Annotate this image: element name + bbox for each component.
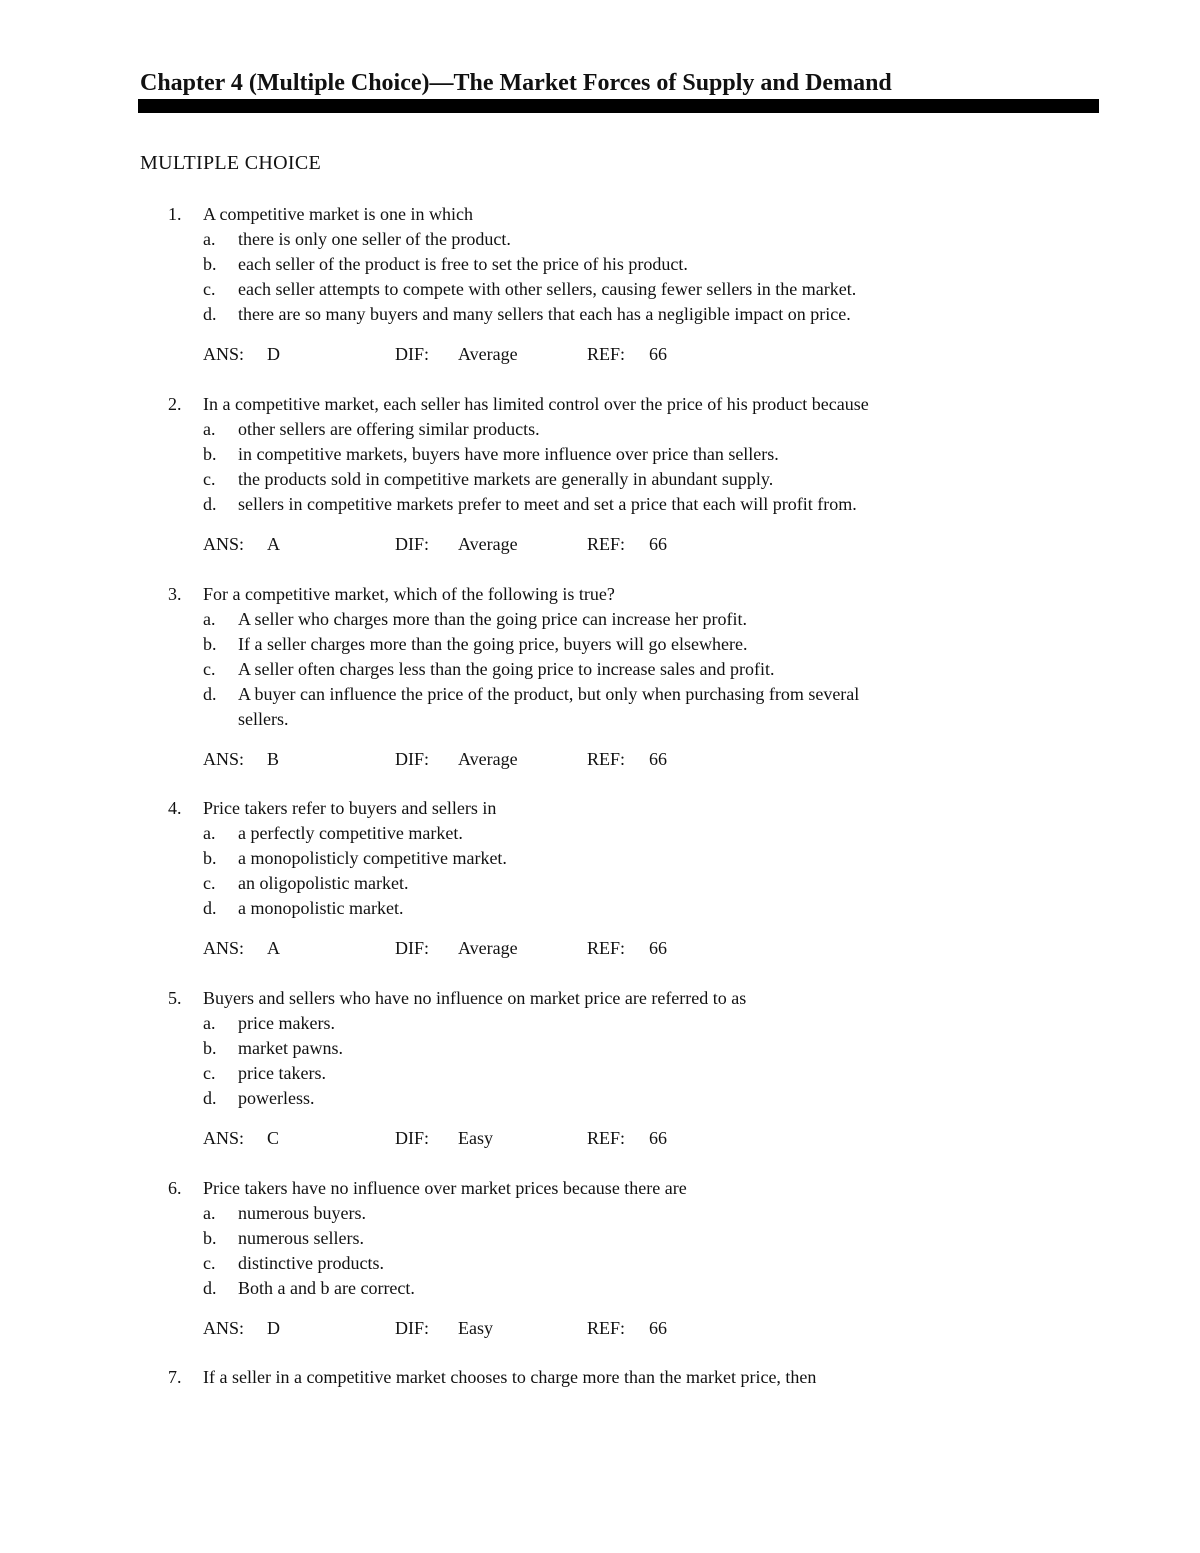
option-c: c. price takers. [140,1061,1040,1086]
question-stem: If a seller in a competitive market chooses to charge more than the market price, then [203,1367,817,1387]
ans-value: C [267,1128,280,1148]
option-text: other sellers are offering similar products. [238,419,540,439]
chapter-title: Chapter 4 (Multiple Choice)—The Market Forces of Supply and Demand [140,70,892,96]
question-number: 4. [168,798,182,818]
option-text: A buyer can influence the price of the product, but only when purchasing from several [238,684,860,704]
ref-value: 66 [649,938,667,958]
question-stem: Price takers have no influence over market prices because there are [203,1178,687,1198]
option-a: a. price makers. [140,1011,1040,1036]
option-c: c. the products sold in competitive markets are generally in abundant supply. [140,467,1040,492]
ans-value: A [267,534,280,554]
dif-label: DIF: [395,344,430,364]
ref-label: REF: [587,344,626,364]
option-text: price makers. [238,1013,335,1033]
dif-label: DIF: [395,749,430,769]
dif-label: DIF: [395,1128,430,1148]
ans-value: A [267,938,280,958]
ans-label: ANS: [203,1318,245,1338]
question-number: 5. [168,988,182,1008]
option-text: sellers in competitive markets prefer to meet and set a price that each will profit from. [238,494,857,514]
question-stem: A competitive market is one in which [203,204,473,224]
option-text: If a seller charges more than the going price, buyers will go elsewhere. [238,634,748,654]
option-text: there are so many buyers and many sellers that each has a negligible impact on price. [238,304,851,324]
answer-row [140,1316,1040,1341]
option-text: numerous buyers. [238,1203,366,1223]
question-4 [140,796,1040,961]
question-number: 6. [168,1178,182,1198]
question-1 [140,202,1040,367]
ans-label: ANS: [203,938,245,958]
ans-label: ANS: [203,749,245,769]
ref-value: 66 [649,749,667,769]
option-text: in competitive markets, buyers have more influence over price than sellers. [238,444,779,464]
dif-value: Average [458,938,518,958]
option-d: d. A buyer can influence the price of the product, but only when purchasing from several [140,682,1040,707]
dif-value: Average [458,344,518,364]
question-2 [140,392,1040,557]
option-a: a. A seller who charges more than the going price can increase her profit. [140,607,1040,632]
ref-value: 66 [649,534,667,554]
option-d: d. there are so many buyers and many sellers that each has a negligible impact on price. [140,302,1040,327]
option-b: b. in competitive markets, buyers have more influence over price than sellers. [140,442,1040,467]
dif-label: DIF: [395,1318,430,1338]
answer-row [140,1126,1040,1151]
option-d: d. powerless. [140,1086,1040,1111]
ref-label: REF: [587,1128,626,1148]
answer-row [140,936,1040,961]
option-d: d. a monopolistic market. [140,896,1040,921]
option-text: price takers. [238,1063,326,1083]
option-text: an oligopolistic market. [238,873,409,893]
ref-label: REF: [587,534,626,554]
question-3 [140,582,1040,772]
option-c: c. an oligopolistic market. [140,871,1040,896]
dif-value: Easy [458,1318,493,1338]
option-text: distinctive products. [238,1253,384,1273]
question-7 [140,1365,1040,1390]
dif-value: Easy [458,1128,493,1148]
question-stem: Buyers and sellers who have no influence on market price are referred to as [203,988,747,1008]
question-number: 2. [168,394,182,414]
answer-row [140,342,1040,367]
section-heading: MULTIPLE CHOICE [140,152,321,174]
option-d: d. Both a and b are correct. [140,1276,1040,1301]
ref-value: 66 [649,344,667,364]
dif-label: DIF: [395,534,430,554]
dif-value: Average [458,749,518,769]
ref-label: REF: [587,749,626,769]
option-text: Both a and b are correct. [238,1278,415,1298]
ref-label: REF: [587,938,626,958]
option-b: b. each seller of the product is free to set the price of his product. [140,252,1040,277]
option-d-continued [140,707,1040,732]
ans-value: B [267,749,280,769]
option-c: c. each seller attempts to compete with other sellers, causing fewer sellers in the market. [140,277,1040,302]
option-text: a perfectly competitive market. [238,823,463,843]
ans-value: D [267,1318,280,1338]
option-text: A seller who charges more than the going price can increase her profit. [238,609,747,629]
ref-label: REF: [587,1318,626,1338]
question-stem: Price takers refer to buyers and sellers in [203,798,497,818]
dif-value: Average [458,534,518,554]
question-number: 3. [168,584,182,604]
question-5 [140,986,1040,1151]
option-b: b. a monopolisticly competitive market. [140,846,1040,871]
ans-value: D [267,344,280,364]
option-a: a. there is only one seller of the product. [140,227,1040,252]
option-b: b. If a seller charges more than the going price, buyers will go elsewhere. [140,632,1040,657]
option-d: d. sellers in competitive markets prefer to meet and set a price that each will profit from. [140,492,1040,517]
ref-value: 66 [649,1318,667,1338]
question-6 [140,1176,1040,1341]
option-text: each seller attempts to compete with other sellers, causing fewer sellers in the market. [238,279,857,299]
option-text: there is only one seller of the product. [238,229,511,249]
option-text: A seller often charges less than the going price to increase sales and profit. [238,659,775,679]
question-number: 7. [168,1367,182,1387]
option-a: a. numerous buyers. [140,1201,1040,1226]
option-text: a monopolisticly competitive market. [238,848,507,868]
option-text: market pawns. [238,1038,343,1058]
option-b: b. market pawns. [140,1036,1040,1061]
question-stem: For a competitive market, which of the following is true? [203,584,615,604]
question-number: 1. [168,204,182,224]
dif-label: DIF: [395,938,430,958]
option-text: the products sold in competitive markets are generally in abundant supply. [238,469,774,489]
ans-label: ANS: [203,534,245,554]
title-rule [138,99,1099,113]
option-text: a monopolistic market. [238,898,404,918]
answer-row [140,747,1040,772]
option-a: a. a perfectly competitive market. [140,821,1040,846]
option-c: c. distinctive products. [140,1251,1040,1276]
ans-label: ANS: [203,1128,245,1148]
ans-label: ANS: [203,344,245,364]
answer-row [140,532,1040,557]
option-text: sellers. [238,709,289,729]
option-c: c. A seller often charges less than the going price to increase sales and profit. [140,657,1040,682]
ref-value: 66 [649,1128,667,1148]
option-b: b. numerous sellers. [140,1226,1040,1251]
option-a: a. other sellers are offering similar products. [140,417,1040,442]
question-stem: In a competitive market, each seller has limited control over the price of his product because [203,394,869,414]
option-text: each seller of the product is free to set the price of his product. [238,254,688,274]
option-text: powerless. [238,1088,315,1108]
option-text: numerous sellers. [238,1228,364,1248]
